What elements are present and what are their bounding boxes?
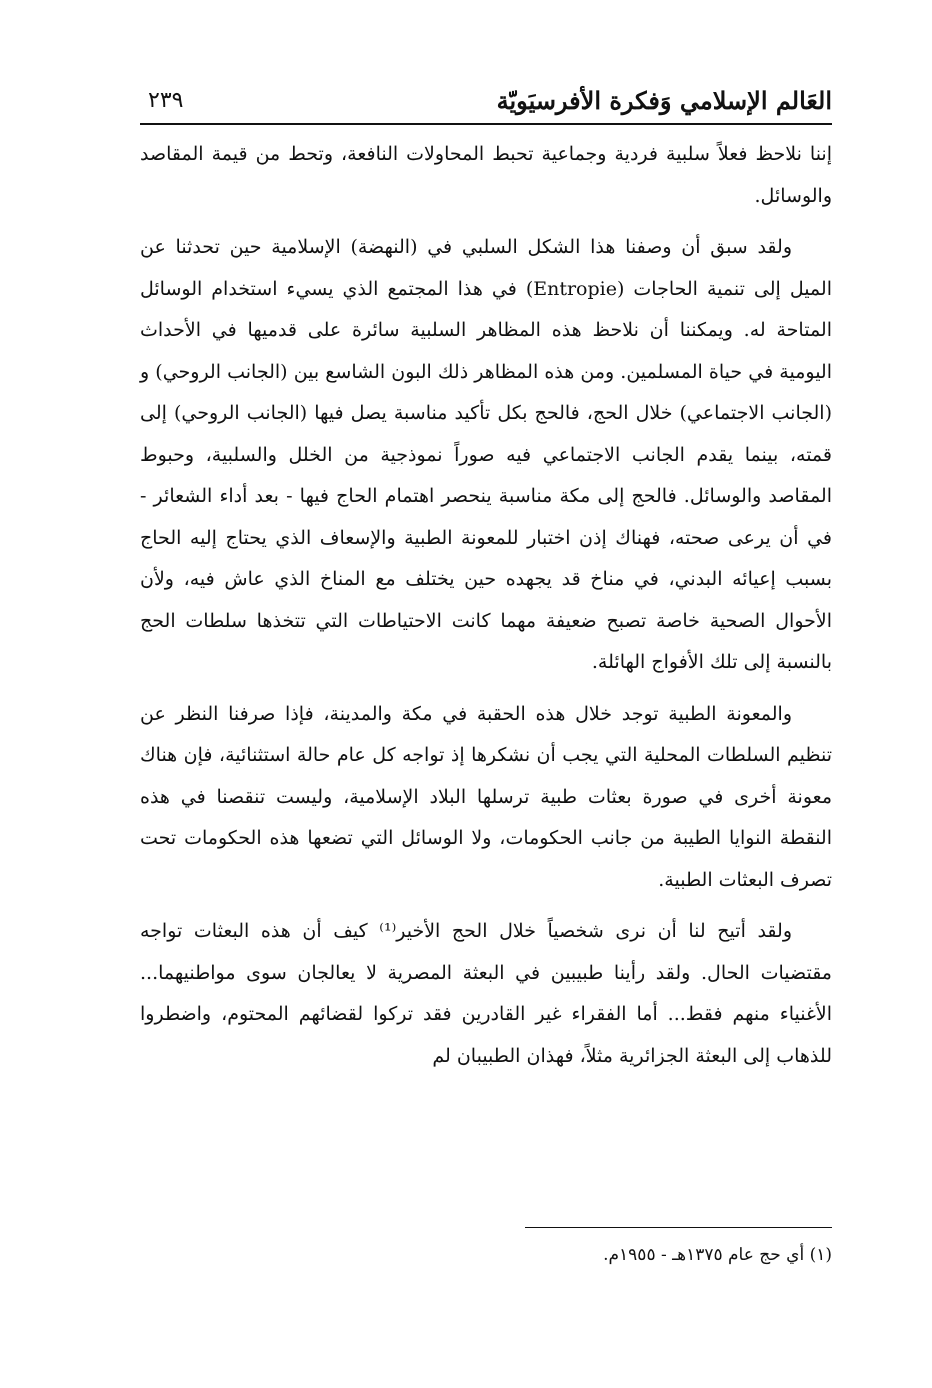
footnote-divider bbox=[525, 1227, 832, 1228]
chapter-title: العَالم الإسلامي وَفكرة الأفرسيَويّة bbox=[496, 86, 832, 115]
footnote: (١) أي حج عام ١٣٧٥هـ - ١٩٥٥م. bbox=[603, 1245, 832, 1265]
paragraph-2: ولقد سبق أن وصفنا هذا الشكل السلبي في (النهضة) الإسلامية حين تحدثنا عن الميل إلى تنمية الحاجات (Entropie) في هذا المجتمع الذي يسيء استخدام الوسائل المتاحة له. ويمكننا أن نلاحظ هذه المظاهر السلبية سائرة على قدميها في الأحداث اليومية في حياة المسلمين. ومن هذه المظاهر ذلك البون الشاسع بين (الجانب الروحي) و (الجانب الاجتماعي) خلال الحج، فالحج بكل تأكيد مناسبة يصل فيها (الجانب الروحي) إلى قمته، بينما يقدم الجانب الاجتماعي فيه صوراً نموذجية من الخلل والسلبية، وحبوط المقاصد والوسائل. فالحج إلى مكة مناسبة ينحصر اهتمام الحاج فيها - بعد أداء الشعائر - في أن يرعى صحته، فهناك إذن اختبار للمعونة الطبية والإسعاف الذي يحتاج إليه الحاج بسبب إعيائه البدني، في مناخ قد يجهده حين يختلف مع المناخ الذي عاش فيه، ولأن الأحوال الصحية خاصة تصبح ضعيفة مهما كانت الاحتياطات التي تتخذها سلطات الحج بالنسبة إلى تلك الأفواج الهائلة. bbox=[140, 236, 832, 673]
paragraph-4: ولقد أتيح لنا أن نرى شخصياً خلال الحج الأخير⁽¹⁾ كيف أن هذه البعثات تواجه مقتضيات الحال. ولقد رأينا طبيبين في البعثة المصرية لا يعالجان سوى مواطنيهما... الأغنياء منهم فقط... أما الفقراء غير القادرين فقد تركوا لقضائهم المحتوم، واضطروا للذهاب إلى البعثة الجزائرية مثلاً، فهذان الطبيبان لم bbox=[140, 920, 832, 1067]
page-number: ٢٣٩ bbox=[148, 88, 184, 113]
body-text bbox=[140, 134, 832, 1087]
running-header bbox=[140, 84, 832, 118]
header-divider bbox=[140, 123, 832, 125]
paragraph-1: إننا نلاحظ فعلاً سلبية فردية وجماعية تحبط المحاولات النافعة، وتحط من قيمة المقاصد والوسائل. bbox=[140, 143, 832, 207]
paragraph-3: والمعونة الطبية توجد خلال هذه الحقبة في مكة والمدينة، فإذا صرفنا النظر عن تنظيم السلطات المحلية التي يجب أن نشكرها إذ تواجه كل عام حالة استثنائية، فإن هناك معونة أخرى في صورة بعثات طبية ترسلها البلاد الإسلامية، وليست تنقصنا في هذه النقطة النوايا الطيبة من جانب الحكومات، ولا الوسائل التي تضعها هذه الحكومات تحت تصرف البعثات الطبية. bbox=[140, 702, 832, 891]
